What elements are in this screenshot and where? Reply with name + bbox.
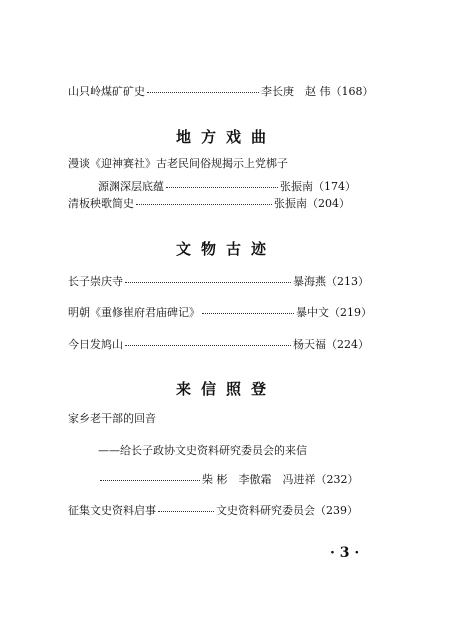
entry-author: 柴 彬 李傲霜 冯进祥	[202, 473, 316, 486]
entry-title: 家乡老干部的回音	[68, 412, 156, 425]
toc-entry-chongqing-temple	[68, 275, 369, 289]
entry-title: 清板秧歌简史	[68, 197, 134, 210]
entry-page: （174）	[313, 180, 356, 193]
section-heading-local-opera: 地方戏曲	[176, 128, 277, 146]
entry-page: （204）	[307, 197, 350, 210]
dot-leader	[136, 203, 272, 205]
toc-entry-veterans-reply-subtitle	[98, 444, 307, 458]
entry-title: 征集文史资料启事	[68, 504, 156, 517]
entry-author: 暴中文	[296, 306, 329, 319]
dot-leader	[147, 91, 259, 93]
entry-title: 明朝《重修崔府君庙碑记》	[68, 306, 200, 319]
entry-author: 文史资料研究委员会	[216, 504, 315, 517]
toc-entry-opera-essay-line1	[68, 157, 288, 171]
toc-entry-veterans-reply-authors	[98, 473, 359, 487]
toc-entry-mine-history	[68, 85, 374, 99]
dot-leader	[202, 312, 294, 314]
toc-entry-stele-record	[68, 306, 372, 320]
toc-entry-yangge-history	[68, 197, 350, 211]
entry-title-line2: 源渊深层底蕴	[98, 180, 164, 193]
toc-entry-veterans-reply-title	[68, 412, 156, 426]
toc-entry-solicitation-notice	[68, 504, 358, 518]
entry-title-line1: 漫谈《迎神赛社》古老民间俗规揭示上党梆子	[68, 157, 288, 170]
entry-author: 张振南	[280, 180, 313, 193]
section-heading-cultural-relics: 文物古迹	[176, 240, 277, 258]
entry-author: 李长庚 赵 伟	[261, 85, 331, 98]
entry-page: （213）	[326, 275, 369, 288]
entry-title: 山只岭煤矿矿史	[68, 85, 145, 98]
page-number: · 3 ·	[330, 545, 360, 561]
entry-author: 杨天福	[293, 338, 326, 351]
dot-leader	[125, 344, 291, 346]
dot-leader	[125, 281, 291, 283]
entry-page: （219）	[329, 306, 372, 319]
entry-page: （239）	[315, 504, 358, 517]
dot-leader	[100, 479, 200, 481]
dot-leader	[158, 510, 214, 512]
entry-title: 长子崇庆寺	[68, 275, 123, 288]
entry-page: （232）	[315, 473, 359, 486]
entry-subtitle: ——给长子政协文史资料研究委员会的来信	[98, 444, 307, 457]
dot-leader	[166, 186, 278, 188]
section-heading-letters: 来信照登	[176, 380, 277, 398]
entry-author: 张振南	[274, 197, 307, 210]
entry-page: （224）	[326, 338, 369, 351]
entry-title: 今日发鸠山	[68, 338, 123, 351]
toc-entry-fajiu-mountain	[68, 338, 369, 352]
entry-page: （168）	[330, 85, 374, 98]
toc-entry-opera-essay-line2	[98, 180, 356, 194]
entry-author: 暴海燕	[293, 275, 326, 288]
